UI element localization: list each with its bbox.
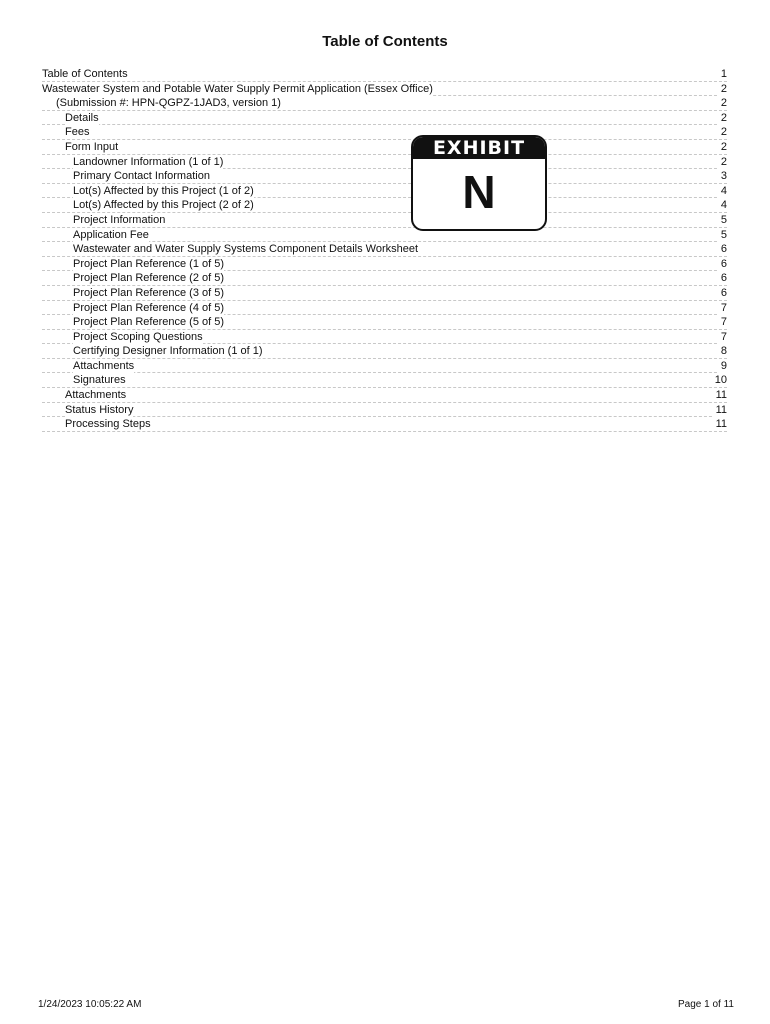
toc-row[interactable] [42, 417, 727, 432]
toc-entry-label: Signatures [73, 374, 126, 387]
toc-page-number: 8 [717, 344, 727, 358]
toc-page-number: 2 [717, 111, 727, 125]
toc-page-number: 2 [717, 125, 727, 139]
toc-page-number: 6 [717, 271, 727, 285]
toc-row[interactable] [42, 373, 727, 388]
toc-page-number: 5 [717, 228, 727, 242]
exhibit-stamp-letter: N [462, 166, 496, 218]
toc-row[interactable] [42, 111, 727, 126]
toc-row[interactable] [42, 286, 727, 301]
toc-row[interactable] [42, 359, 727, 374]
toc-row[interactable] [42, 82, 727, 97]
toc-row[interactable] [42, 315, 727, 330]
toc-entry-label: Attachments [73, 359, 135, 372]
toc-row[interactable] [42, 125, 727, 140]
toc-row[interactable] [42, 301, 727, 316]
toc-page-number: 4 [717, 198, 727, 212]
toc-page-number: 11 [712, 388, 727, 402]
toc-entry-label: Project Plan Reference (2 of 5) [73, 272, 225, 285]
exhibit-stamp [411, 135, 547, 231]
toc-page-number: 6 [717, 286, 727, 300]
toc-page-number: 7 [717, 315, 727, 329]
toc-row[interactable] [42, 169, 727, 184]
toc-page-number: 1 [717, 67, 727, 81]
toc-entry-label: Details [65, 111, 99, 124]
toc-row[interactable] [42, 96, 727, 111]
toc-entry-label: Project Information [73, 213, 166, 226]
toc-page-number: 6 [717, 257, 727, 271]
toc-entry-label: Certifying Designer Information (1 of 1) [73, 345, 263, 358]
toc-page-number: 2 [717, 140, 727, 154]
toc-page-number: 7 [717, 330, 727, 344]
toc-entry-label: Project Scoping Questions [73, 330, 203, 343]
toc-entry-label: Attachments [65, 389, 127, 402]
toc-entry-label: Table of Contents [42, 68, 128, 80]
footer-timestamp: 1/24/2023 10:05:22 AM [38, 999, 142, 1010]
toc-page-number: 2 [717, 96, 727, 110]
toc-row[interactable] [42, 228, 727, 243]
toc-entry-label: Application Fee [73, 228, 149, 241]
toc-entry-label: Wastewater System and Potable Water Supply Permit Application (Essex Office) [42, 82, 433, 95]
toc-page-number: 2 [717, 82, 727, 96]
toc-entry-label: Primary Contact Information [73, 170, 210, 183]
toc-row[interactable] [42, 67, 727, 82]
toc-row[interactable] [42, 257, 727, 272]
toc-entry-label: Project Plan Reference (3 of 5) [73, 286, 225, 299]
toc-entry-label: Project Plan Reference (5 of 5) [73, 316, 225, 329]
toc-page-number: 11 [712, 417, 727, 431]
toc-page-number: 7 [717, 301, 727, 315]
toc-row[interactable] [42, 388, 727, 403]
toc-row[interactable] [42, 198, 727, 213]
toc-page-number: 6 [717, 242, 727, 256]
toc-row[interactable] [42, 184, 727, 199]
toc-page-number: 4 [717, 184, 727, 198]
toc-entry-label: Project Plan Reference (1 of 5) [73, 257, 225, 270]
toc-entry-label: Landowner Information (1 of 1) [73, 155, 224, 168]
toc-entry-label: Lot(s) Affected by this Project (2 of 2) [73, 199, 254, 212]
table-of-contents [42, 67, 727, 432]
toc-entry-label: Project Plan Reference (4 of 5) [73, 301, 225, 314]
toc-row[interactable] [42, 213, 727, 228]
toc-entry-label: (Submission #: HPN-QGPZ-1JAD3, version 1) [56, 97, 281, 110]
toc-entry-label: Processing Steps [65, 418, 151, 431]
toc-row[interactable] [42, 403, 727, 418]
toc-entry-label: Wastewater and Water Supply Systems Component Details Worksheet [73, 243, 419, 256]
toc-row[interactable] [42, 140, 727, 155]
toc-page-number: 9 [717, 359, 727, 373]
exhibit-stamp-banner: EXHIBIT [413, 137, 545, 159]
toc-entry-label: Lot(s) Affected by this Project (1 of 2) [73, 184, 254, 197]
toc-entry-label: Form Input [65, 140, 119, 153]
toc-entry-label: Status History [65, 403, 134, 416]
toc-page-number: 2 [717, 155, 727, 169]
toc-row[interactable] [42, 271, 727, 286]
toc-row[interactable] [42, 344, 727, 359]
toc-page-number: 3 [717, 169, 727, 183]
toc-entry-label: Fees [65, 126, 90, 139]
toc-page-number: 5 [717, 213, 727, 227]
footer-page-info: Page 1 of 11 [678, 999, 734, 1010]
toc-row[interactable] [42, 242, 727, 257]
toc-row[interactable] [42, 155, 727, 170]
toc-row[interactable] [42, 330, 727, 345]
toc-page-number: 11 [712, 403, 727, 417]
toc-page-number: 10 [711, 373, 727, 387]
page-title: Table of Contents [322, 33, 448, 50]
